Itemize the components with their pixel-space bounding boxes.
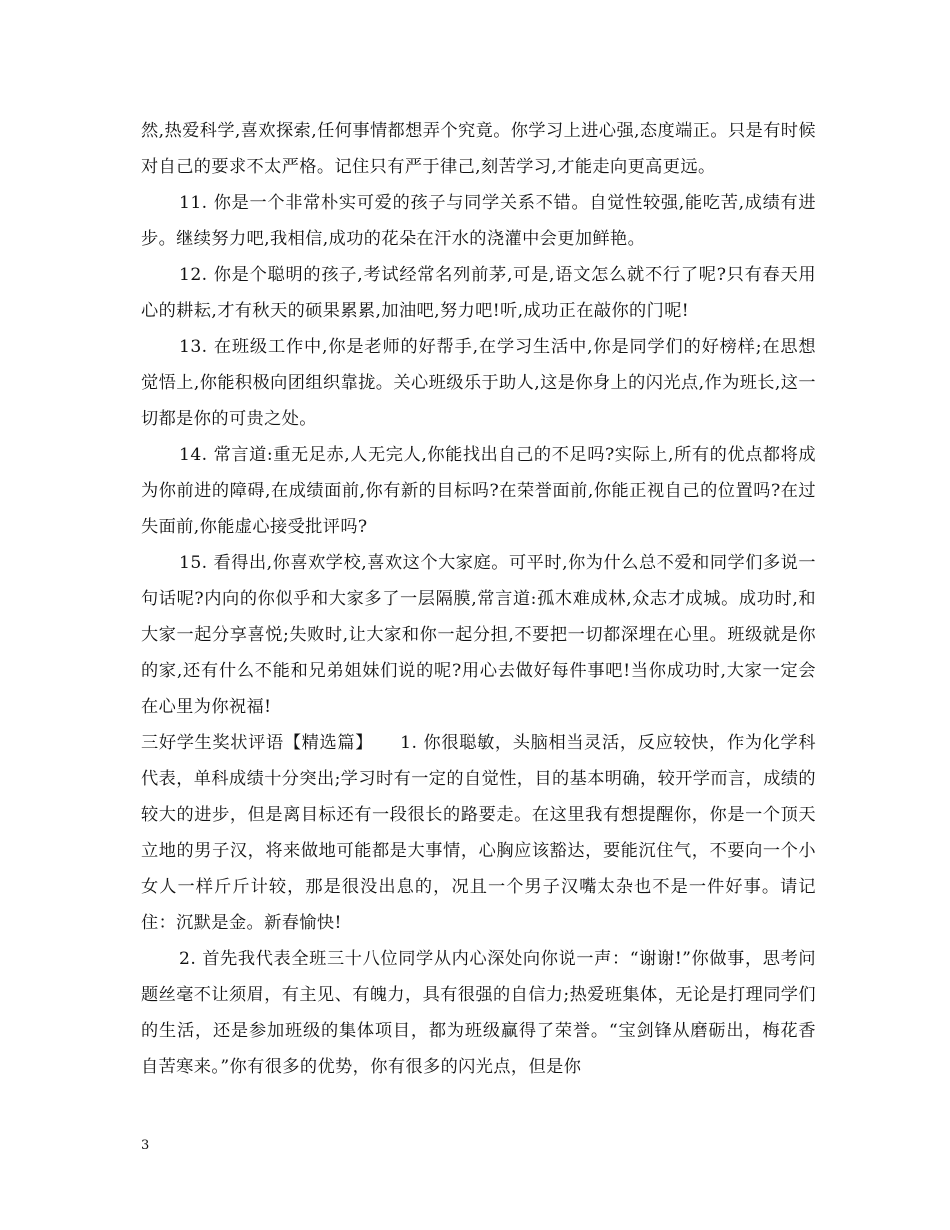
page-number: 3 [141, 1138, 150, 1153]
paragraph-comment-13: 13. 在班级工作中,你是老师的好帮手,在学习生活中,你是同学们的好榜样;在思想觉悟上,你能积极向团组织靠拢。关心班级乐于助人,这是你身上的闪光点,作为班长,这一切都是你的可贵之处。 [141, 337, 816, 429]
paragraph-section-heading-and-comment-1: 三好学生奖状评语【精选篇】 1. 你很聪敏，头脑相当灵活，反应较快，作为化学科代表，单科成绩十分突出;学习时有一定的自觉性，目的基本明确，较开学而言，成绩的较大的进步，但是离目标还有一段很长的路要走。在这里我有想提醒你，你是一个顶天立地的男子汉，将来做地可能都是大事情，心胸应该豁达，要能沉住气，不要向一个小女人一样斤斤计较，那是很没出息的，况且一个男子汉嘴太杂也不是一件好事。请记住：沉默是金。新春愉快! [141, 733, 816, 933]
paragraph-comment-15: 15. 看得出,你喜欢学校,喜欢这个大家庭。可平时,你为什么总不爱和同学们多说一句话呢?内向的你似乎和大家多了一层隔膜,常言道:孤木难成林,众志才成城。成功时,和大家一起分享喜悦;失败时,让大家和你一起分担,不要把一切都深埋在心里。班级就是你的家,还有什么不能和兄弟姐妹们说的呢?用心去做好每件事吧!当你成功时,大家一定会在心里为你祝福! [141, 553, 816, 717]
paragraph-continued: 然,热爱科学,喜欢探索,任何事情都想弄个究竟。你学习上进心强,态度端正。只是有时候对自己的要求不太严格。记住只有严于律己,刻苦学习,才能走向更高更远。 [141, 121, 816, 177]
paragraph-comment-11: 11. 你是一个非常朴实可爱的孩子与同学关系不错。自觉性较强,能吃苦,成绩有进步。继续努力吧,我相信,成功的花朵在汗水的浇灌中会更加鲜艳。 [141, 193, 816, 249]
paragraph-comment-14: 14. 常言道:重无足赤,人无完人,你能找出自己的不足吗?实际上,所有的优点都将成为你前进的障碍,在成绩面前,你有新的目标吗?在荣誉面前,你能正视自己的位置吗?在过失面前,你能虚心接受批评吗? [141, 445, 816, 537]
body-text [141, 113, 816, 1085]
paragraph-comment-2: 2. 首先我代表全班三十八位同学从内心深处向你说一声：“谢谢!”你做事，思考问题丝毫不让须眉，有主见、有魄力，具有很强的自信力;热爱班集体，无论是打理同学们的生活，还是参加班级的集体项目，都为班级赢得了荣誉。“宝剑锋从磨砺出，梅花香自苦寒来。”你有很多的优势，你有很多的闪光点，但是你 [141, 949, 816, 1077]
paragraph-comment-12: 12. 你是个聪明的孩子,考试经常名列前茅,可是,语文怎么就不行了呢?只有春天用心的耕耘,才有秋天的硕果累累,加油吧,努力吧!听,成功正在敲你的门呢! [141, 265, 816, 321]
